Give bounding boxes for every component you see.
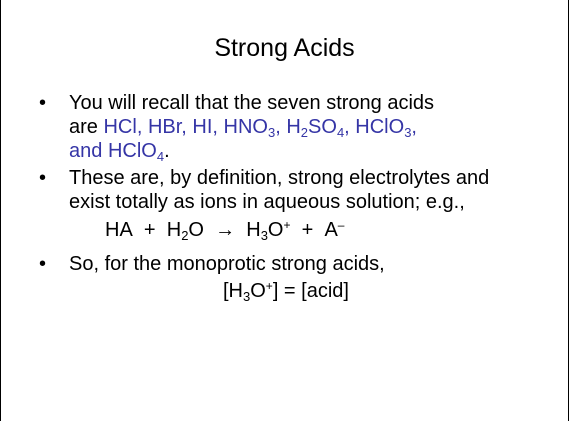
bullet-2-line-2: exist totally as ions in aqueous solution; e.g., bbox=[69, 191, 465, 213]
bullet-1-line-3: and HClO$_4$. bbox=[69, 140, 170, 164]
bullet-1-line-1: You will recall that the seven strong acids bbox=[69, 92, 435, 114]
ionization-equation: HA + $H_2O \to H_3O^+ + A^-$ bbox=[105, 218, 345, 243]
bullet-3-line-1: So, for the monoprotic strong acids, bbox=[69, 253, 385, 275]
bullet-2-marker: • bbox=[39, 167, 47, 189]
reaction-arrow: → bbox=[215, 219, 236, 241]
acid-h2so4: $H_2SO_4$ bbox=[286, 116, 345, 140]
acid-hno3: $HNO_3$ bbox=[223, 116, 276, 140]
acid-list: HCl, HBr, HI, $HNO_3$, $H_2SO_4$, HClO$_3$, bbox=[103, 116, 417, 140]
concentration-equation: $[H_3O^+]$ = [acid] bbox=[223, 279, 349, 304]
acid-hi: HI bbox=[192, 116, 213, 138]
acid-hcl: HCl bbox=[103, 116, 137, 138]
slide-title: Strong Acids bbox=[214, 34, 355, 62]
acid-hclo3: HClO$_3$ bbox=[355, 116, 412, 140]
bullet-1-are: are bbox=[69, 116, 104, 138]
bullet-1-marker: • bbox=[39, 92, 47, 114]
acid-hclo4: HClO$_4$ bbox=[107, 140, 165, 164]
bullet-2-line-1: These are, by definition, strong electrolytes and bbox=[69, 167, 490, 189]
acid-hbr: HBr bbox=[147, 116, 182, 138]
bullet-1-line-2 bbox=[69, 115, 549, 139]
bullet-3-marker: • bbox=[39, 253, 47, 275]
